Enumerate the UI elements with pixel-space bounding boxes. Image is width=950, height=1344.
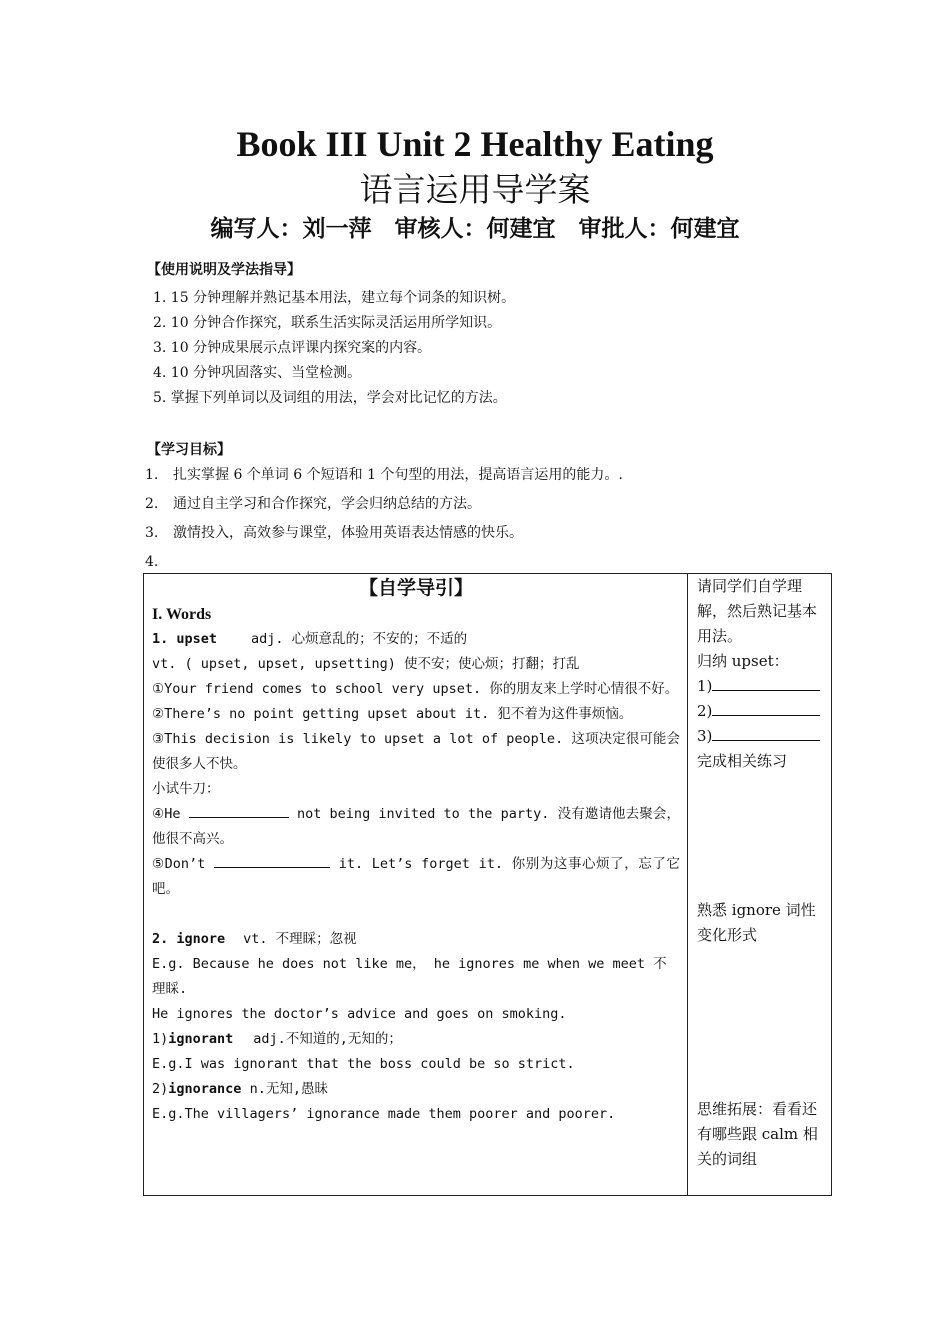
word-verb-forms: vt. ( upset, upset, upsetting) 使不安；使心烦；打翻；打乱 [152, 656, 580, 672]
instruction-item: 5. 掌握下列单词以及词组的用法，学会对比记忆的方法。 [153, 390, 507, 406]
section-heading: I. Words [152, 606, 212, 623]
example-sentence: E.g.I was ignorant that the boss could be so strict. [152, 1056, 575, 1072]
answer-blank[interactable] [712, 676, 820, 691]
derivative-entry [152, 1077, 680, 1102]
summary-blank-row [697, 699, 825, 724]
practice-text: it. Let’s forget it. 你别为这事心烦了，忘了它吧。 [152, 856, 680, 897]
word-head: 2. ignore [152, 931, 226, 947]
side-note: 请同学们自学理解，然后熟记基本用法。 [697, 577, 818, 645]
practice-text: ④He [152, 806, 181, 822]
goal-item [145, 523, 523, 543]
example-sentence: ②There’s no point getting upset about it. 犯不着为这件事烦恼。 [152, 706, 633, 722]
summary-blank-row [697, 674, 825, 699]
practice-text: ⑤Don’t [152, 856, 206, 872]
page-title-english: Book III Unit 2 Healthy Eating [236, 124, 714, 164]
goal-number: 4. [145, 554, 159, 570]
practice-sentence [152, 852, 680, 902]
instruction-item: 2. 10 分钟合作探究，联系生活实际灵活运用所学知识。 [153, 315, 502, 331]
goal-text: 通过自主学习和合作探究，学会归纳总结的方法。 [173, 496, 481, 512]
word-entry-upset [152, 627, 680, 652]
blank-number: 2) [697, 702, 713, 720]
goal-text: 扎实掌握 6 个单词 6 个短语和 1 个句型的用法，提高语言运用的能力。. [173, 467, 623, 483]
box-title: 【自学导引】 [358, 577, 473, 599]
author-line: 编写人：刘一萍 审核人：何建宜 审批人：何建宜 [210, 216, 740, 242]
answer-blank[interactable] [712, 701, 820, 716]
goal-item [145, 494, 481, 514]
example-sentence: ③This decision is likely to upset a lot of people. 这项决定很可能会使很多人不快。 [152, 731, 680, 772]
side-note-extension: 思维拓展：看看还有哪些跟 calm 相关的词组 [697, 1100, 818, 1168]
goal-number: 2. [145, 496, 159, 512]
example-sentence: E.g. Because he does not like me， he ignores me when we meet 不理睬. [152, 956, 667, 997]
instruction-item: 3. 10 分钟成果展示点评课内探究案的内容。 [153, 340, 432, 356]
goal-item [145, 552, 173, 572]
main-column [152, 574, 680, 1127]
goals-heading: 【学习目标】 [147, 442, 231, 458]
answer-blank[interactable] [189, 803, 289, 818]
answer-blank[interactable] [214, 853, 330, 868]
summary-label: 归纳 upset： [697, 652, 789, 670]
derivative-entry [152, 1027, 680, 1052]
side-note-upset [697, 574, 825, 774]
instruction-item: 4. 10 分钟巩固落实、当堂检测。 [153, 365, 362, 381]
blank-number: 1) [697, 677, 713, 695]
derivative-word: ignorance [168, 1081, 242, 1097]
derivative-number: 2) [152, 1081, 169, 1097]
goal-item [145, 465, 623, 485]
example-sentence: E.g.The villagers’ ignorance made them poorer and poorer. [152, 1106, 616, 1122]
goal-number: 3. [145, 525, 159, 541]
practice-text: not being invited to the party. 没有邀请他去聚会，他很不高兴。 [152, 806, 680, 847]
practice-label: 小试牛刀： [152, 781, 220, 797]
side-note: 完成相关练习 [697, 752, 788, 770]
word-head: 1. upset [152, 631, 218, 647]
example-sentence: ①Your friend comes to school very upset. 你的朋友来上学时心情很不好。 [152, 681, 679, 697]
derivative-definition: n.无知,愚昧 [249, 1081, 328, 1097]
goal-number: 1. [145, 467, 159, 483]
example-sentence: He ignores the doctor’s advice and goes on smoking. [152, 1006, 567, 1022]
derivative-definition: adj.不知道的,无知的； [253, 1031, 402, 1047]
derivative-word: ignorant [168, 1031, 234, 1047]
summary-blank-row [697, 724, 825, 749]
blank-number: 3) [697, 727, 713, 745]
instruction-item: 1. 15 分钟理解并熟记基本用法，建立每个词条的知识树。 [153, 290, 516, 306]
derivative-number: 1) [152, 1031, 169, 1047]
word-pos: vt. 不理睬；忽视 [243, 931, 357, 947]
side-note-ignore: 熟悉 ignore 词性变化形式 [697, 901, 816, 944]
page-title-chinese: 语言运用导学案 [359, 170, 591, 209]
practice-sentence [152, 802, 680, 852]
column-divider [687, 573, 688, 1196]
answer-blank[interactable] [712, 726, 820, 741]
word-pos: adj. 心烦意乱的；不安的；不适的 [251, 631, 468, 647]
word-entry-ignore [152, 927, 680, 952]
instructions-heading: 【使用说明及学法指导】 [147, 262, 301, 278]
goal-text: 激情投入，高效参与课堂，体验用英语表达情感的快乐。 [173, 525, 523, 541]
instructions-list [153, 286, 515, 411]
